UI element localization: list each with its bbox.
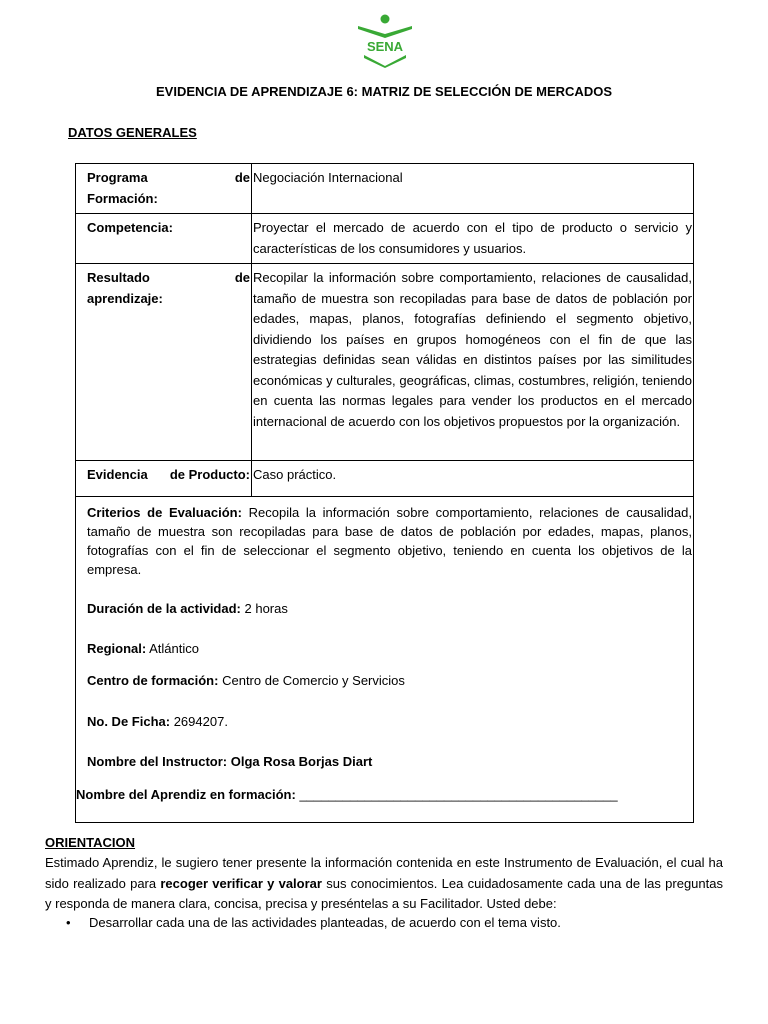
bullet-icon: • [66,915,71,930]
list-item: • Desarrollar cada una de las actividades planteadas, de acuerdo con el tema visto. [66,915,561,930]
table-row [76,497,694,823]
competencia-value: Proyectar el mercado de acuerdo con el tipo de producto o servicio y características de los consumidores y usuarios. [252,214,694,264]
duracion-line: Duración de la actividad: 2 horas [87,601,288,616]
centro-line: Centro de formación: Centro de Comercio y Servicios [87,673,405,688]
programa-label: Programa de Formación: [76,164,252,214]
table-row [76,164,694,214]
table-row [76,461,694,497]
table-row [76,264,694,461]
programa-value: Negociación Internacional [252,164,694,214]
instructor-line: Nombre del Instructor: Olga Rosa Borjas Diart [87,754,373,769]
criterios-text: Criterios de Evaluación: Recopila la información sobre comportamiento, relaciones de causalidad, tamaño de muestra son recopiladas para base de datos de población por edades, mapas, planos, fotografías con el fin de seleccionar el segmento objetivo, teniendo en cuenta los objetivos de la empresa. [87,505,692,577]
regional-line: Regional: Atlántico [87,641,200,656]
datos-generales-heading: DATOS GENERALES [68,125,197,140]
datos-generales-table [75,163,694,823]
evidencia-value: Caso práctico. [252,461,694,497]
resultado-label: Resultado de aprendizaje: [76,264,252,461]
ficha-line: No. De Ficha: 2694207. [87,714,228,729]
logo-text: SENA [366,39,404,54]
table-row [76,214,694,264]
competencia-label: Competencia: [76,214,252,264]
aprendiz-line: Nombre del Aprendiz en formación: ____________________________________________ [76,787,618,802]
evidencia-label: Evidencia de Producto: [76,461,252,497]
sena-logo [354,14,416,68]
orientacion-text: Estimado Aprendiz, le sugiero tener presente la información contenida en este Instrumento de Evaluación, el cual ha sido realizado para recoger verificar y valorar sus conocimientos. Lea cuidadosamente cada una de las preguntas y responda de manera clara, concisa, precisa y preséntelas a su Facilitador. Usted debe: [45,855,723,911]
criterios-cell [76,497,694,823]
orientacion-heading: ORIENTACION [45,835,136,850]
resultado-value: Recopilar la información sobre comportamiento, relaciones de causalidad, tamaño de muestra son recopiladas para base de datos de población por edades, mapas, planos, fotografías definiendo el segmento objetivo, dividiendo los países en grupos homogéneos con el fin de que las estrategias definidas sean válidas en distintos países por las similitudes económicas y culturales, geográficas, climas, costumbres, religión, teniendo en cuenta las normas legales para vender los productos en el mercado internacional de acuerdo con los objetivos propuestos por la organización. [252,264,694,461]
document-title: EVIDENCIA DE APRENDIZAJE 6: MATRIZ DE SELECCIÓN DE MERCADOS [155,84,612,99]
